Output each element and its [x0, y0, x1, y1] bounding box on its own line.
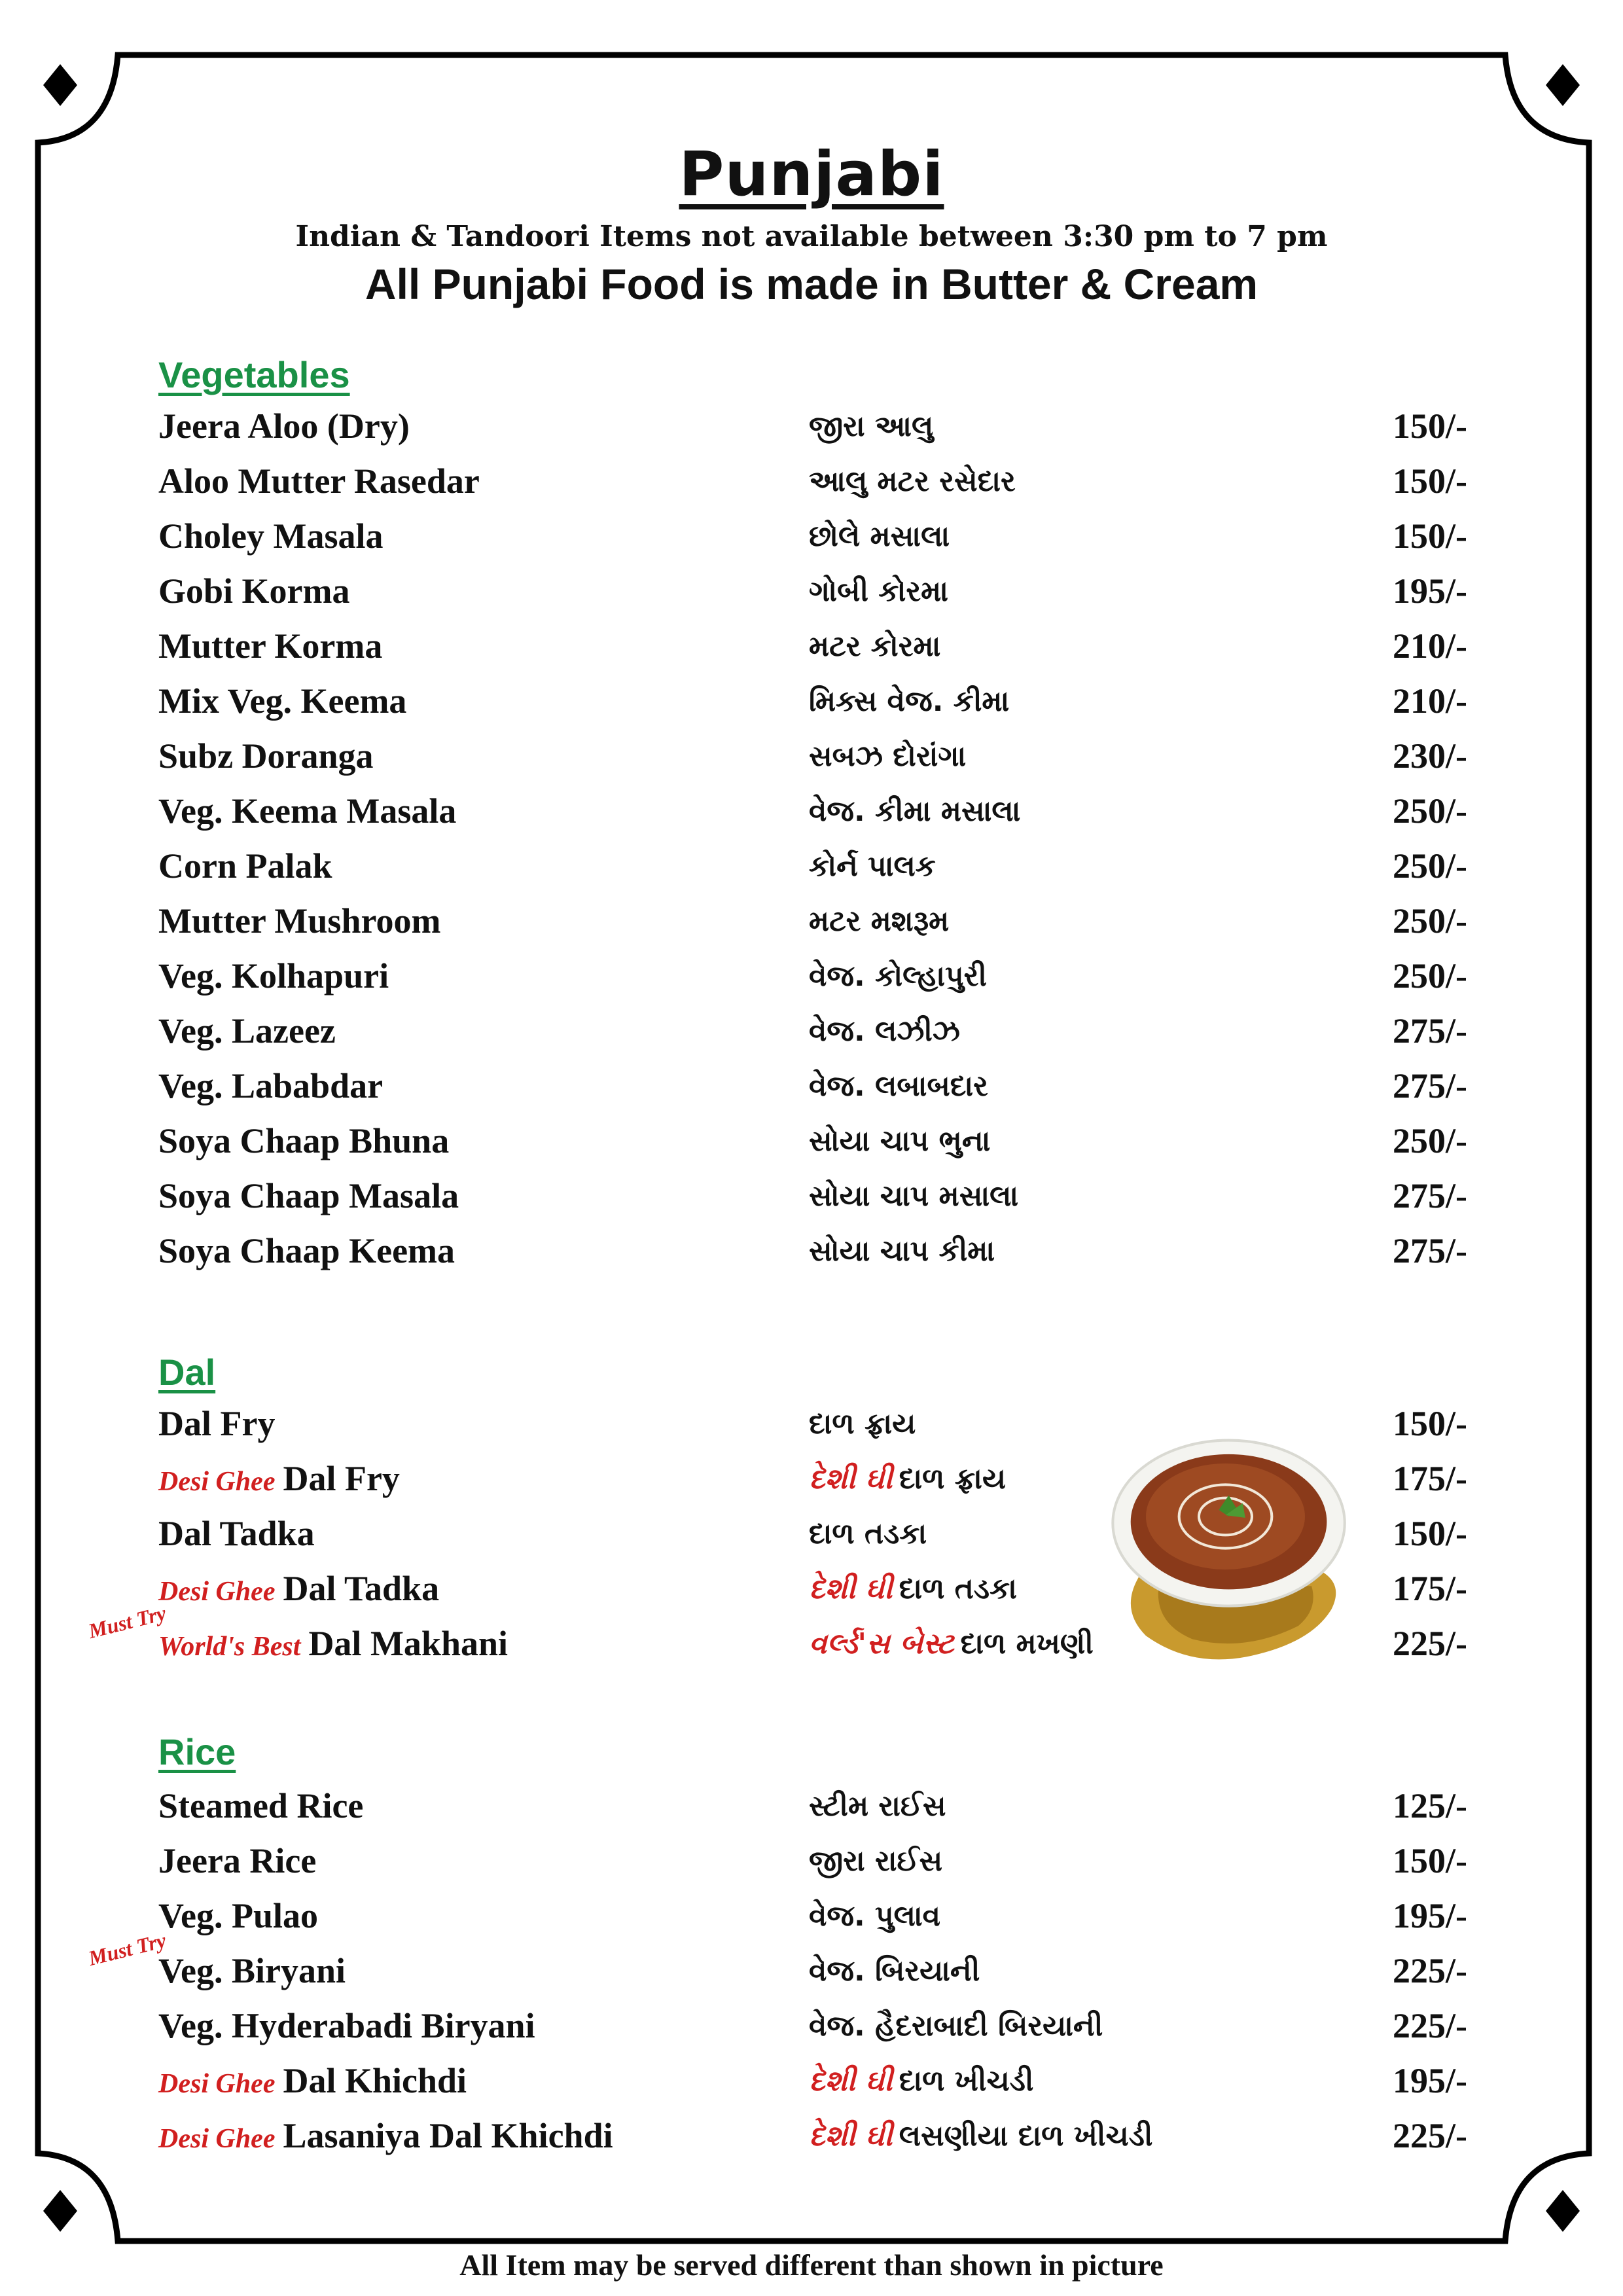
item-label-gujarati: વેજ. હૈદરાબાદી બિરયાની [809, 2009, 1103, 2043]
menu-item-row [0, 1840, 1623, 1895]
footer-disclaimer: All Item may be served different than shown in picture [459, 2248, 1164, 2282]
item-name-english [158, 406, 410, 446]
item-label-gujarati: છોલે મસાલા [809, 520, 950, 553]
item-name-gujarati [809, 960, 987, 993]
item-name-gujarati [809, 1789, 946, 1823]
item-name-gujarati [809, 1954, 980, 1988]
item-label-gujarati: જીરા રાઈસ [809, 1844, 943, 1878]
item-label-english: Dal Tadka [158, 1514, 315, 1553]
item-label-english: Soya Chaap Bhuna [158, 1121, 450, 1160]
item-label-gujarati: ગોબી કોરમા [809, 575, 949, 608]
item-name-gujarati [809, 1014, 960, 1048]
item-label-english: Veg. Keema Masala [158, 791, 457, 831]
item-name-english [158, 1121, 449, 1161]
item-price: 250/- [1393, 901, 1467, 941]
item-name-english [158, 1230, 455, 1271]
item-price: 150/- [1393, 1404, 1467, 1443]
item-prefix-english: Desi Ghee [158, 2069, 276, 2099]
menu-item-row [0, 1121, 1623, 1175]
item-price: 230/- [1393, 736, 1467, 776]
item-prefix-english: Desi Ghee [158, 1577, 276, 1607]
item-price: 195/- [1393, 571, 1467, 611]
item-label-english: Dal Fry [283, 1459, 400, 1498]
item-price: 250/- [1393, 956, 1467, 996]
item-name-english [158, 1175, 459, 1216]
item-name-gujarati [809, 1234, 995, 1268]
item-label-english: Soya Chaap Keema [158, 1231, 455, 1270]
must-try-tag: Must Try [86, 1600, 169, 1643]
item-name-gujarati [809, 1517, 927, 1551]
menu-item-row [0, 2005, 1623, 2060]
item-label-english: Soya Chaap Masala [158, 1176, 459, 1215]
item-prefix-gujarati: દેશી ઘી [809, 2119, 893, 2153]
item-name-gujarati [809, 740, 966, 773]
item-label-gujarati: વેજ. કીમા મસાલા [809, 795, 1021, 828]
item-name-gujarati [809, 1844, 942, 1878]
item-price: 275/- [1393, 1066, 1467, 1105]
menu-item-row [0, 406, 1623, 461]
menu-item-row [0, 2115, 1623, 2170]
item-price: 225/- [1393, 1951, 1467, 1990]
item-name-english [158, 901, 440, 941]
item-label-gujarati: મટર મશરૂમ [809, 905, 950, 938]
corner-diamond-icon [43, 64, 77, 106]
item-name-gujarati [809, 520, 950, 553]
menu-item-row [0, 1895, 1623, 1950]
item-price: 175/- [1393, 1459, 1467, 1498]
item-name-gujarati [809, 850, 936, 883]
item-name-english [158, 681, 406, 721]
item-name-english [158, 461, 480, 501]
item-name-gujarati [809, 905, 949, 938]
item-label-english: Veg. Kolhapuri [158, 956, 389, 996]
item-name-gujarati [809, 685, 1009, 718]
item-name-gujarati [809, 1407, 916, 1441]
item-name-english [158, 846, 332, 886]
item-label-gujarati: દાળ ફ્રાય [899, 1462, 1006, 1496]
item-name-english [158, 1403, 275, 1444]
item-label-english: Dal Fry [158, 1404, 276, 1443]
item-name-english [158, 1066, 383, 1106]
item-name-gujarati [809, 2119, 1152, 2153]
page-title: Punjabi [679, 139, 944, 210]
menu-item-row [0, 461, 1623, 516]
item-price: 150/- [1393, 516, 1467, 556]
item-price: 175/- [1393, 1569, 1467, 1608]
menu-item-row [0, 956, 1623, 1011]
item-price: 225/- [1393, 2006, 1467, 2045]
item-label-gujarati: વેજ. લબાબદાર [809, 1069, 988, 1103]
item-label-gujarati: વેજ. પુલાવ [809, 1899, 941, 1933]
menu-item-row [0, 1623, 1623, 1678]
item-price: 125/- [1393, 1786, 1467, 1825]
section-heading-dal: Dal [158, 1352, 216, 1393]
item-price: 250/- [1393, 791, 1467, 831]
item-prefix-gujarati: દેશી ઘી [809, 2064, 893, 2098]
item-name-english [158, 1785, 363, 1826]
item-label-gujarati: મિક્સ વેજ. કીમા [809, 685, 1010, 718]
menu-item-row [0, 626, 1623, 681]
menu-item-row [0, 2060, 1623, 2115]
item-prefix-english: Desi Ghee [158, 2124, 276, 2154]
item-label-english: Dal Tadka [283, 1569, 440, 1608]
menu-item-row [0, 571, 1623, 626]
item-label-gujarati: દાળ તડકા [809, 1517, 927, 1551]
item-name-english [158, 956, 389, 996]
item-label-english: Jeera Aloo (Dry) [158, 406, 410, 446]
item-label-gujarati: સ્ટીમ રાઈસ [809, 1789, 946, 1823]
menu-item-row [0, 791, 1623, 846]
item-name-english [158, 1840, 316, 1881]
item-name-english [158, 571, 350, 611]
menu-item-row [0, 1230, 1623, 1285]
butter-cream-note: All Punjabi Food is made in Butter & Cream [365, 260, 1258, 308]
item-price: 210/- [1393, 681, 1467, 721]
item-label-gujarati: વેજ. લઝીઝ [809, 1014, 960, 1048]
item-label-english: Mix Veg. Keema [158, 681, 407, 721]
menu-item-row [0, 1458, 1623, 1513]
item-price: 195/- [1393, 1896, 1467, 1935]
item-label-english: Subz Doranga [158, 736, 374, 776]
item-label-gujarati: સોયા ચાપ મસાલા [809, 1179, 1019, 1213]
menu-item-row [0, 1950, 1623, 2005]
item-name-gujarati [809, 795, 1020, 828]
item-name-english [158, 791, 456, 831]
item-price: 150/- [1393, 406, 1467, 446]
item-label-english: Veg. Hyderabadi Biryani [158, 2006, 535, 2045]
item-price: 250/- [1393, 846, 1467, 886]
menu-item-row [0, 681, 1623, 736]
item-prefix-gujarati: વર્લ્ડ'સ બેસ્ટ [809, 1627, 954, 1660]
item-name-english [158, 2115, 613, 2156]
menu-item-row [0, 1785, 1623, 1840]
item-label-english: Gobi Korma [158, 571, 350, 611]
item-name-english [158, 1895, 318, 1936]
corner-diamond-icon [43, 2190, 77, 2232]
item-label-gujarati: કોર્ન પાલક [809, 850, 936, 883]
item-name-gujarati [809, 1462, 1006, 1496]
item-name-english [158, 516, 383, 556]
item-prefix-gujarati: દેશી ઘી [809, 1572, 893, 1605]
item-price: 195/- [1393, 2061, 1467, 2100]
item-prefix-gujarati: દેશી ઘી [809, 1462, 893, 1496]
corner-diamond-icon [1546, 64, 1580, 106]
menu-item-row [0, 1066, 1623, 1121]
menu-item-row [0, 1568, 1623, 1623]
item-price: 150/- [1393, 461, 1467, 501]
corner-diamond-icon [1546, 2190, 1580, 2232]
item-price: 210/- [1393, 626, 1467, 666]
item-name-gujarati [809, 575, 948, 608]
item-price: 250/- [1393, 1121, 1467, 1160]
section-heading-vegetables: Vegetables [158, 354, 350, 395]
item-prefix-english: Desi Ghee [158, 1467, 276, 1497]
item-name-english [158, 1513, 315, 1554]
item-label-gujarati: દાળ તડકા [899, 1572, 1017, 1605]
item-name-english [158, 1458, 400, 1499]
item-label-gujarati: સોયા ચાપ ભુના [809, 1124, 991, 1158]
item-name-gujarati [809, 1179, 1018, 1213]
item-label-gujarati: દાળ ફ્રાય [809, 1407, 916, 1441]
item-name-gujarati [809, 1627, 1094, 1660]
item-label-english: Veg. Lababdar [158, 1066, 383, 1105]
item-label-gujarati: દાળ ખીચડી [899, 2064, 1034, 2098]
item-prefix-english: World's Best [158, 1632, 301, 1662]
item-name-gujarati [809, 410, 933, 443]
item-name-gujarati [809, 2064, 1033, 2098]
item-label-gujarati: સોયા ચાપ કીમા [809, 1234, 995, 1268]
item-name-english [158, 1623, 508, 1664]
item-name-english [158, 736, 374, 776]
section-heading-rice: Rice [158, 1731, 236, 1772]
item-name-english [158, 2060, 467, 2101]
item-label-gujarati: વેજ. કોલ્હાપુરી [809, 960, 987, 993]
item-label-english: Choley Masala [158, 516, 383, 556]
item-price: 275/- [1393, 1176, 1467, 1215]
menu-item-row [0, 846, 1623, 901]
item-name-english [158, 626, 382, 666]
item-label-gujarati: લસણીયા દાળ ખીચડી [899, 2119, 1153, 2153]
item-label-english: Aloo Mutter Rasedar [158, 461, 480, 501]
item-label-english: Corn Palak [158, 846, 332, 886]
item-label-gujarati: દાળ મખણી [960, 1627, 1094, 1660]
item-label-english: Mutter Korma [158, 626, 383, 666]
menu-item-row [0, 736, 1623, 791]
item-price: 275/- [1393, 1011, 1467, 1050]
item-price: 150/- [1393, 1514, 1467, 1553]
item-name-english [158, 2005, 535, 2046]
item-label-english: Dal Makhani [308, 1624, 508, 1663]
item-label-english: Lasaniya Dal Khichdi [283, 2116, 613, 2155]
item-label-english: Steamed Rice [158, 1786, 364, 1825]
item-price: 150/- [1393, 1841, 1467, 1880]
item-name-gujarati [809, 630, 940, 663]
item-name-gujarati [809, 2009, 1103, 2043]
must-try-tag: Must Try [86, 1928, 169, 1971]
item-name-gujarati [809, 1572, 1017, 1605]
item-name-gujarati [809, 1069, 988, 1103]
item-label-english: Veg. Biryani [158, 1951, 346, 1990]
item-name-english [158, 1011, 336, 1051]
menu-item-row [0, 901, 1623, 956]
item-label-gujarati: આલુ મટર રસેદાર [809, 465, 1016, 498]
item-price: 225/- [1393, 2116, 1467, 2155]
item-price: 225/- [1393, 1624, 1467, 1663]
menu-item-row [0, 1513, 1623, 1568]
menu-item-row [0, 1403, 1623, 1458]
item-label-gujarati: જીરા આલુ [809, 410, 934, 443]
availability-note: Indian & Tandoori Items not available between 3:30 pm to 7 pm [295, 220, 1328, 253]
item-label-gujarati: મટર કોરમા [809, 630, 941, 663]
item-name-english [158, 1950, 346, 1991]
item-label-english: Veg. Pulao [158, 1896, 319, 1935]
item-label-english: Dal Khichdi [283, 2061, 467, 2100]
item-label-english: Jeera Rice [158, 1841, 317, 1880]
item-label-gujarati: સબઝ દોરાંગા [809, 740, 967, 773]
item-name-gujarati [809, 1124, 990, 1158]
item-name-english [158, 1568, 439, 1609]
item-label-gujarati: વેજ. બિરયાની [809, 1954, 980, 1988]
item-price: 275/- [1393, 1231, 1467, 1270]
menu-item-row [0, 1175, 1623, 1230]
menu-item-row [0, 1011, 1623, 1066]
menu-item-row [0, 516, 1623, 571]
item-label-english: Mutter Mushroom [158, 901, 441, 941]
item-name-gujarati [809, 465, 1016, 498]
item-label-english: Veg. Lazeez [158, 1011, 336, 1050]
item-name-gujarati [809, 1899, 940, 1933]
